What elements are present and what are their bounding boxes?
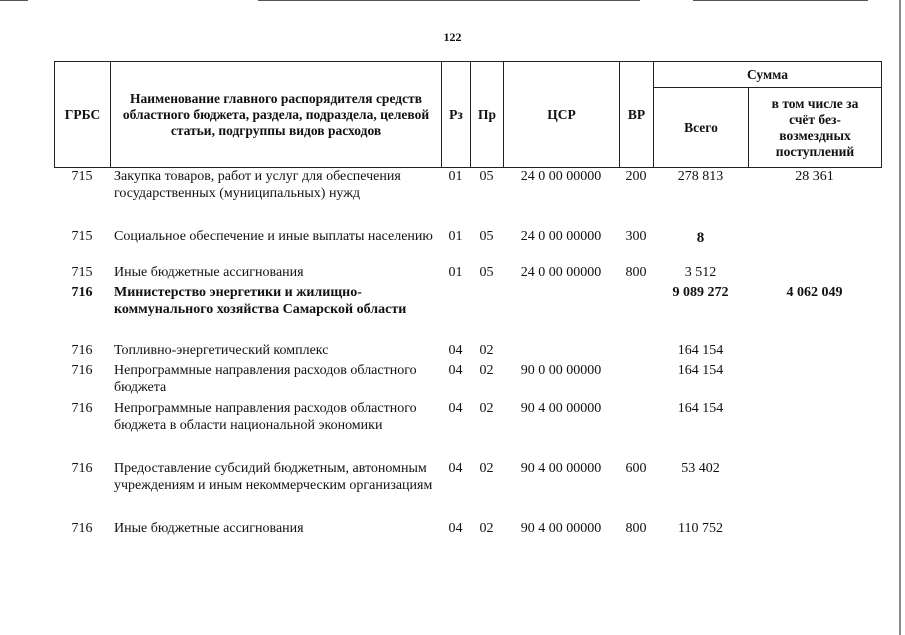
row-vr: 600 <box>625 461 647 476</box>
row-rz: 01 <box>448 229 463 244</box>
row-total: 164 154 <box>677 343 724 358</box>
header-grbs: ГРБС <box>55 62 111 168</box>
row-total: 164 154 <box>677 401 724 416</box>
header-sum: Сумма <box>654 62 882 88</box>
row-gratuitous <box>748 228 881 264</box>
row-rz: 04 <box>448 343 463 358</box>
row-rz: 01 <box>448 265 463 280</box>
header-rz: Рз <box>442 62 471 168</box>
header-pr: Пр <box>471 62 504 168</box>
row-name: Предоставление субсидий бюджетным, автономным учреждениям и иным некоммерческим организациям <box>114 461 433 493</box>
row-pr: 02 <box>479 363 494 378</box>
row-vr: 800 <box>625 265 647 280</box>
row-pr: 02 <box>479 461 494 476</box>
row-total: 8 <box>696 230 705 246</box>
row-vr <box>619 342 653 362</box>
row-gratuitous <box>748 460 881 520</box>
scan-edge <box>899 0 901 635</box>
row-pr: 05 <box>479 265 494 280</box>
row-pr: 05 <box>479 229 494 244</box>
table-row <box>54 520 881 540</box>
row-vr: 300 <box>625 229 647 244</box>
row-vr <box>619 362 653 400</box>
row-grbs: 716 <box>71 461 93 476</box>
row-name: Министерство энергетики и жилищно-коммунального хозяйства Самарской области <box>114 285 407 317</box>
row-csr: 24 0 00 00000 <box>520 229 602 244</box>
row-vr: 200 <box>625 169 647 184</box>
row-vr <box>619 284 653 342</box>
row-total: 3 512 <box>684 265 717 280</box>
row-grbs: 716 <box>71 521 93 536</box>
table-row <box>54 342 881 362</box>
row-csr: 90 4 00 00000 <box>520 521 602 536</box>
row-vr <box>619 400 653 460</box>
row-gratuitous <box>748 520 881 540</box>
row-rz: 01 <box>448 169 463 184</box>
row-pr <box>470 284 503 342</box>
table-row <box>54 168 881 228</box>
row-gratuitous <box>748 342 881 362</box>
row-name: Иные бюджетные ассигнования <box>114 521 304 536</box>
table-row <box>54 460 881 520</box>
row-grbs: 716 <box>71 343 93 358</box>
row-gratuitous: 28 361 <box>795 169 834 184</box>
header-gratuitous: в том числе за счёт без-возмездных поступлений <box>749 88 882 168</box>
row-total: 278 813 <box>677 169 724 184</box>
row-total: 110 752 <box>678 521 723 536</box>
table-row <box>54 362 881 400</box>
row-rz: 04 <box>448 401 463 416</box>
table-row <box>54 400 881 460</box>
row-total: 164 154 <box>677 363 724 378</box>
header-csr: ЦСР <box>504 62 620 168</box>
row-rz <box>441 284 470 342</box>
row-pr: 02 <box>479 521 494 536</box>
header-name: Наименование главного распорядителя средств областного бюджета, раздела, подраздела, целевой статьи, подгруппы видов расходов <box>111 62 442 168</box>
page-number: 122 <box>443 30 462 44</box>
row-grbs: 715 <box>71 169 93 184</box>
row-gratuitous <box>748 400 881 460</box>
row-csr: 90 0 00 00000 <box>520 363 602 378</box>
header-vr: ВР <box>620 62 654 168</box>
table-row <box>54 228 881 264</box>
row-csr: 24 0 00 00000 <box>520 265 602 280</box>
row-rz: 04 <box>448 363 463 378</box>
row-name: Социальное обеспечение и иные выплаты населению <box>114 229 433 244</box>
table-row <box>54 264 881 284</box>
row-grbs: 716 <box>71 401 93 416</box>
row-gratuitous <box>748 362 881 400</box>
table-header <box>54 61 882 168</box>
row-vr: 800 <box>625 521 647 536</box>
top-rule-center <box>258 0 640 1</box>
row-grbs: 716 <box>71 285 93 300</box>
row-csr <box>503 342 619 362</box>
row-csr <box>503 284 619 342</box>
row-gratuitous <box>748 264 881 284</box>
row-name: Иные бюджетные ассигнования <box>114 265 304 280</box>
row-rz: 04 <box>448 521 463 536</box>
row-csr: 90 4 00 00000 <box>520 401 602 416</box>
table-row <box>54 284 881 342</box>
header-total: Всего <box>654 88 749 168</box>
row-csr: 90 4 00 00000 <box>520 461 602 476</box>
row-name: Непрограммные направления расходов областного бюджета в области национальной экономики <box>114 401 417 433</box>
row-grbs: 715 <box>71 265 93 280</box>
row-grbs: 715 <box>71 229 93 244</box>
row-pr: 02 <box>479 343 494 358</box>
row-name: Топливно-энергетический комплекс <box>114 343 329 358</box>
row-gratuitous: 4 062 049 <box>786 285 843 300</box>
row-rz: 04 <box>448 461 463 476</box>
top-rule-right <box>693 0 868 1</box>
top-rule-left <box>0 0 28 1</box>
row-total: 53 402 <box>681 461 720 476</box>
row-grbs: 716 <box>71 363 93 378</box>
row-pr: 05 <box>479 169 494 184</box>
row-csr: 24 0 00 00000 <box>520 169 602 184</box>
row-total: 9 089 272 <box>672 285 729 300</box>
budget-table <box>54 168 881 540</box>
row-name: Непрограммные направления расходов областного бюджета <box>114 363 417 395</box>
row-name: Закупка товаров, работ и услуг для обеспечения государственных (муниципальных) нужд <box>114 169 401 201</box>
row-pr: 02 <box>479 401 494 416</box>
